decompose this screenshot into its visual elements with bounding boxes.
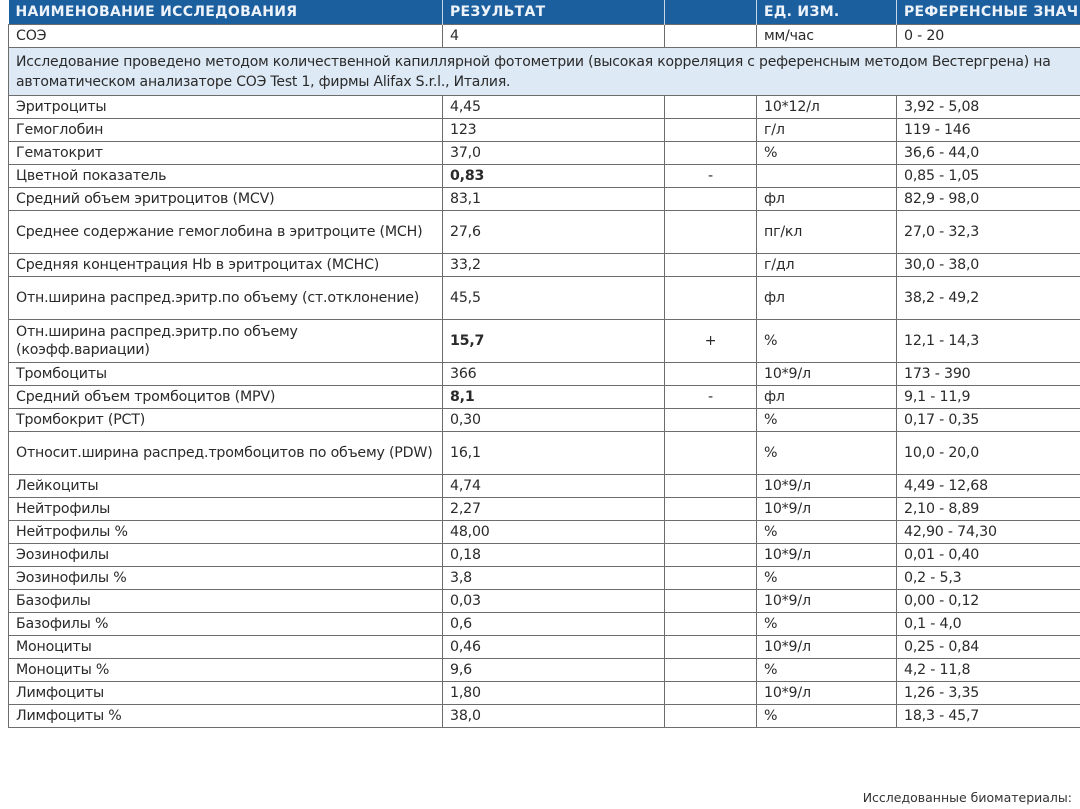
cell-name: СОЭ: [9, 25, 443, 48]
cell-flag: [665, 211, 757, 254]
cell-result: 15,7: [443, 320, 665, 363]
cell-unit: пг/кл: [757, 211, 897, 254]
cell-name: Эозинофилы %: [9, 567, 443, 590]
table-row: [9, 363, 1080, 386]
header-unit: ЕД. ИЗМ.: [757, 0, 897, 25]
cell-unit: 10*9/л: [757, 363, 897, 386]
cell-flag: [665, 475, 757, 498]
cell-name: Тромбокрит (PCT): [9, 409, 443, 432]
cell-flag: [665, 567, 757, 590]
cell-name: Средний объем тромбоцитов (MPV): [9, 386, 443, 409]
cell-unit: %: [757, 567, 897, 590]
results-table: [8, 0, 1080, 728]
cell-flag: [665, 142, 757, 165]
cell-name: Лейкоциты: [9, 475, 443, 498]
cell-reference: 0,00 - 0,12: [897, 590, 1080, 613]
table-row: [9, 188, 1080, 211]
cell-result: 9,6: [443, 659, 665, 682]
cell-unit: %: [757, 409, 897, 432]
cell-result: 16,1: [443, 432, 665, 475]
cell-unit: 10*9/л: [757, 682, 897, 705]
cell-unit: [757, 165, 897, 188]
cell-reference: 9,1 - 11,9: [897, 386, 1080, 409]
cell-unit: %: [757, 521, 897, 544]
header-reference: РЕФЕРЕНСНЫЕ ЗНАЧ: [897, 0, 1080, 25]
cell-name: Цветной показатель: [9, 165, 443, 188]
cell-result: 83,1: [443, 188, 665, 211]
cell-reference: 0 - 20: [897, 25, 1080, 48]
cell-flag: [665, 498, 757, 521]
cell-flag: -: [665, 386, 757, 409]
cell-flag: [665, 659, 757, 682]
method-note-row: [9, 48, 1080, 96]
cell-flag: [665, 682, 757, 705]
cell-name: Отн.ширина распред.эритр.по объему (коэфф.вариации): [9, 320, 443, 363]
cell-flag: [665, 188, 757, 211]
cell-result: 48,00: [443, 521, 665, 544]
method-note: Исследование проведено методом количественной капиллярной фотометрии (высокая корреляция с референсным методом Вестергрена) на автоматическом анализаторе СОЭ Test 1, фирмы Alifax S.r.l., Италия.: [9, 48, 1080, 96]
cell-reference: 42,90 - 74,30: [897, 521, 1080, 544]
header-name: НАИМЕНОВАНИЕ ИССЛЕДОВАНИЯ: [9, 0, 443, 25]
cell-reference: 173 - 390: [897, 363, 1080, 386]
cell-name: Лимфоциты %: [9, 705, 443, 728]
cell-result: 2,27: [443, 498, 665, 521]
cell-unit: %: [757, 705, 897, 728]
cell-flag: [665, 636, 757, 659]
cell-flag: [665, 521, 757, 544]
footer-biomaterials: Исследованные биоматериалы:: [862, 790, 1072, 805]
cell-reference: 0,25 - 0,84: [897, 636, 1080, 659]
cell-reference: 27,0 - 32,3: [897, 211, 1080, 254]
cell-reference: 0,1 - 4,0: [897, 613, 1080, 636]
cell-result: 0,03: [443, 590, 665, 613]
table-row: [9, 320, 1080, 363]
cell-name: Средний объем эритроцитов (MCV): [9, 188, 443, 211]
table-row: [9, 211, 1080, 254]
cell-name: Эритроциты: [9, 96, 443, 119]
cell-unit: 10*9/л: [757, 498, 897, 521]
cell-unit: 10*9/л: [757, 475, 897, 498]
table-row-soe: [9, 25, 1080, 48]
cell-reference: 0,2 - 5,3: [897, 567, 1080, 590]
cell-flag: [665, 25, 757, 48]
cell-flag: [665, 705, 757, 728]
cell-flag: [665, 432, 757, 475]
cell-name: Базофилы %: [9, 613, 443, 636]
cell-unit: 10*9/л: [757, 590, 897, 613]
cell-name: Нейтрофилы: [9, 498, 443, 521]
cell-flag: [665, 544, 757, 567]
table-row: [9, 277, 1080, 320]
cell-result: 27,6: [443, 211, 665, 254]
cell-unit: 10*12/л: [757, 96, 897, 119]
cell-result: 123: [443, 119, 665, 142]
cell-unit: %: [757, 659, 897, 682]
cell-result: 366: [443, 363, 665, 386]
cell-flag: -: [665, 165, 757, 188]
cell-flag: [665, 119, 757, 142]
cell-name: Тромбоциты: [9, 363, 443, 386]
cell-flag: [665, 96, 757, 119]
table-header: [9, 0, 1080, 25]
cell-name: Моноциты: [9, 636, 443, 659]
table-row: [9, 567, 1080, 590]
cell-unit: %: [757, 613, 897, 636]
cell-reference: 4,2 - 11,8: [897, 659, 1080, 682]
cell-result: 0,6: [443, 613, 665, 636]
cell-unit: %: [757, 432, 897, 475]
table-row: [9, 409, 1080, 432]
cell-reference: 12,1 - 14,3: [897, 320, 1080, 363]
table-row: [9, 521, 1080, 544]
table-row: [9, 498, 1080, 521]
cell-result: 38,0: [443, 705, 665, 728]
table-row: [9, 659, 1080, 682]
table-row: [9, 96, 1080, 119]
cell-result: 0,83: [443, 165, 665, 188]
cell-flag: [665, 363, 757, 386]
cell-flag: [665, 277, 757, 320]
cell-unit: %: [757, 320, 897, 363]
table-row: [9, 613, 1080, 636]
cell-name: Нейтрофилы %: [9, 521, 443, 544]
header-flag: [665, 0, 757, 25]
cell-unit: фл: [757, 277, 897, 320]
cell-unit: %: [757, 142, 897, 165]
table-row: [9, 475, 1080, 498]
cell-reference: 4,49 - 12,68: [897, 475, 1080, 498]
cell-result: 4: [443, 25, 665, 48]
cell-flag: [665, 590, 757, 613]
cell-unit: г/л: [757, 119, 897, 142]
cell-reference: 10,0 - 20,0: [897, 432, 1080, 475]
table-row: [9, 386, 1080, 409]
cell-name: Относит.ширина распред.тромбоцитов по объему (PDW): [9, 432, 443, 475]
cell-reference: 1,26 - 3,35: [897, 682, 1080, 705]
cell-name: Эозинофилы: [9, 544, 443, 567]
cell-name: Средняя концентрация Hb в эритроцитах (MCHC): [9, 254, 443, 277]
cell-unit: мм/час: [757, 25, 897, 48]
cell-result: 45,5: [443, 277, 665, 320]
cell-result: 0,30: [443, 409, 665, 432]
cell-reference: 3,92 - 5,08: [897, 96, 1080, 119]
cell-reference: 38,2 - 49,2: [897, 277, 1080, 320]
cell-unit: фл: [757, 386, 897, 409]
cell-result: 8,1: [443, 386, 665, 409]
cell-reference: 2,10 - 8,89: [897, 498, 1080, 521]
cell-result: 0,46: [443, 636, 665, 659]
table-row: [9, 119, 1080, 142]
cell-name: Среднее содержание гемоглобина в эритроците (MCH): [9, 211, 443, 254]
table-row: [9, 590, 1080, 613]
cell-result: 33,2: [443, 254, 665, 277]
cell-reference: 30,0 - 38,0: [897, 254, 1080, 277]
cell-unit: г/дл: [757, 254, 897, 277]
table-row: [9, 682, 1080, 705]
cell-flag: [665, 254, 757, 277]
cell-name: Лимфоциты: [9, 682, 443, 705]
cell-unit: фл: [757, 188, 897, 211]
cell-unit: 10*9/л: [757, 636, 897, 659]
table-row: [9, 254, 1080, 277]
cell-reference: 0,85 - 1,05: [897, 165, 1080, 188]
table-row: [9, 142, 1080, 165]
table-row: [9, 705, 1080, 728]
cell-reference: 18,3 - 45,7: [897, 705, 1080, 728]
cell-reference: 36,6 - 44,0: [897, 142, 1080, 165]
table-row: [9, 544, 1080, 567]
table-row: [9, 636, 1080, 659]
table-row: [9, 432, 1080, 475]
cell-result: 1,80: [443, 682, 665, 705]
cell-reference: 0,01 - 0,40: [897, 544, 1080, 567]
cell-name: Базофилы: [9, 590, 443, 613]
cell-name: Моноциты %: [9, 659, 443, 682]
cell-flag: [665, 409, 757, 432]
cell-result: 4,45: [443, 96, 665, 119]
cell-name: Отн.ширина распред.эритр.по объему (ст.отклонение): [9, 277, 443, 320]
cell-reference: 0,17 - 0,35: [897, 409, 1080, 432]
table-body: [9, 25, 1080, 728]
table-row: [9, 165, 1080, 188]
cell-unit: 10*9/л: [757, 544, 897, 567]
cell-flag: +: [665, 320, 757, 363]
cell-result: 0,18: [443, 544, 665, 567]
cell-result: 37,0: [443, 142, 665, 165]
cell-reference: 82,9 - 98,0: [897, 188, 1080, 211]
cell-name: Гемоглобин: [9, 119, 443, 142]
cell-name: Гематокрит: [9, 142, 443, 165]
cell-reference: 119 - 146: [897, 119, 1080, 142]
cell-result: 3,8: [443, 567, 665, 590]
cell-flag: [665, 613, 757, 636]
cell-result: 4,74: [443, 475, 665, 498]
header-result: РЕЗУЛЬТАТ: [443, 0, 665, 25]
